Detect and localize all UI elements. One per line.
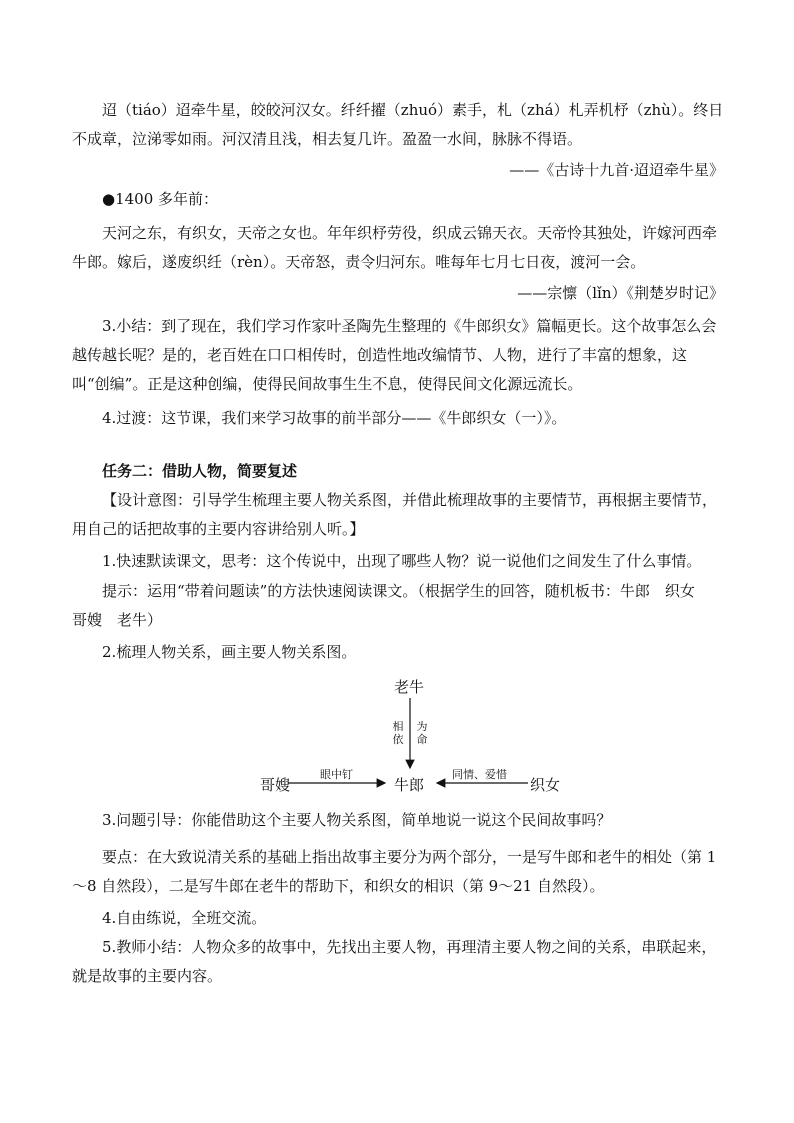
task-title: 任务二：借助人物，简要复述 xyxy=(102,462,298,480)
transition-paragraph: 4.过渡：这节课，我们来学习故事的前半部分——《牛郎织女（一）》。 xyxy=(102,409,567,427)
node-niulang: 牛郎 xyxy=(394,776,425,794)
poem-text: 迢（tiáo）迢牵牛星，皎皎河汉女。纤纤擢（zhuó）素手，札（zhá）札弄机杼（zhù）。终日不成章，泣涕零如雨。河汉清且浅，相去复几许。盈盈一水间，脉脉不得语。 xyxy=(72,101,724,148)
step-1: 1.快速默读课文，思考：这个传说中，出现了哪些人物？说一说他们之间发生了什么事情。 xyxy=(102,552,702,570)
era-text: 天河之东，有织女，天帝之女也。年年织杼劳役，织成云锦天衣。天帝怜其独处，许嫁河西牵牛郎。嫁后，遂废织纴（rèn）。天帝怒，责令归河东。唯每年七月七日夜，渡河一会。 xyxy=(72,224,718,271)
node-zhinu: 织女 xyxy=(530,776,561,794)
node-brother-sister-in-law: 哥嫂 xyxy=(260,776,291,794)
step-3: 3.问题引导：你能借助这个主要人物关系图，简单地说一说这个民间故事吗？ xyxy=(102,811,612,829)
key-points: 要点：在大致说清关系的基础上指出故事主要分为两个部分，一是写牛郎和老牛的相处（第 1～8 自然段），二是写牛郎在老牛的帮助下，和织女的相识（第 9～21 自然段）。 xyxy=(72,848,717,895)
edge-label-weiming: 为命 xyxy=(416,720,428,746)
step-4: 4.自由练说，全班交流。 xyxy=(102,909,267,927)
era-heading: ●1400 多年前： xyxy=(102,190,219,208)
summary-paragraph: 3.小结：到了现在，我们学习作家叶圣陶先生整理的《牛郎织女》篇幅更长。这个故事怎么会越传越长呢？是的，老百姓在口口相传时，创造性地改编情节、人物，进行了丰富的想象，这叫“创编”。正是这种创编，使得民间故事生生不息，使得民间文化源远流长。 xyxy=(72,317,717,393)
edge-label-xiangyi: 相依 xyxy=(392,720,404,746)
edge-label-yanzhongding: 眼中钉 xyxy=(320,768,353,781)
edge-label-tongqing-aixi: 同情、爱惜 xyxy=(452,768,507,781)
character-relation-diagram xyxy=(240,676,580,806)
design-intent: 【设计意图：引导学生梳理主要人物关系图，并借此梳理故事的主要情节，再根据主要情节，用自己的话把故事的主要内容讲给别人听。】 xyxy=(72,491,718,538)
era-source: ——宗懔（lǐn）《荆楚岁时记》 xyxy=(517,284,724,302)
node-old-ox: 老牛 xyxy=(394,678,425,696)
hint-paragraph: 提示：运用“带着问题读”的方法快速阅读课文。（根据学生的回答，随机板书：牛郎 织女 哥嫂 老牛） xyxy=(72,582,710,629)
step-2: 2.梳理人物关系，画主要人物关系图。 xyxy=(102,643,357,661)
poem-source: ——《古诗十九首·迢迢牵牛星》 xyxy=(509,161,724,179)
step-5: 5.教师小结：人物众多的故事中，先找出主要人物，再理清主要人物之间的关系，串联起来，就是故事的主要内容。 xyxy=(72,938,717,985)
